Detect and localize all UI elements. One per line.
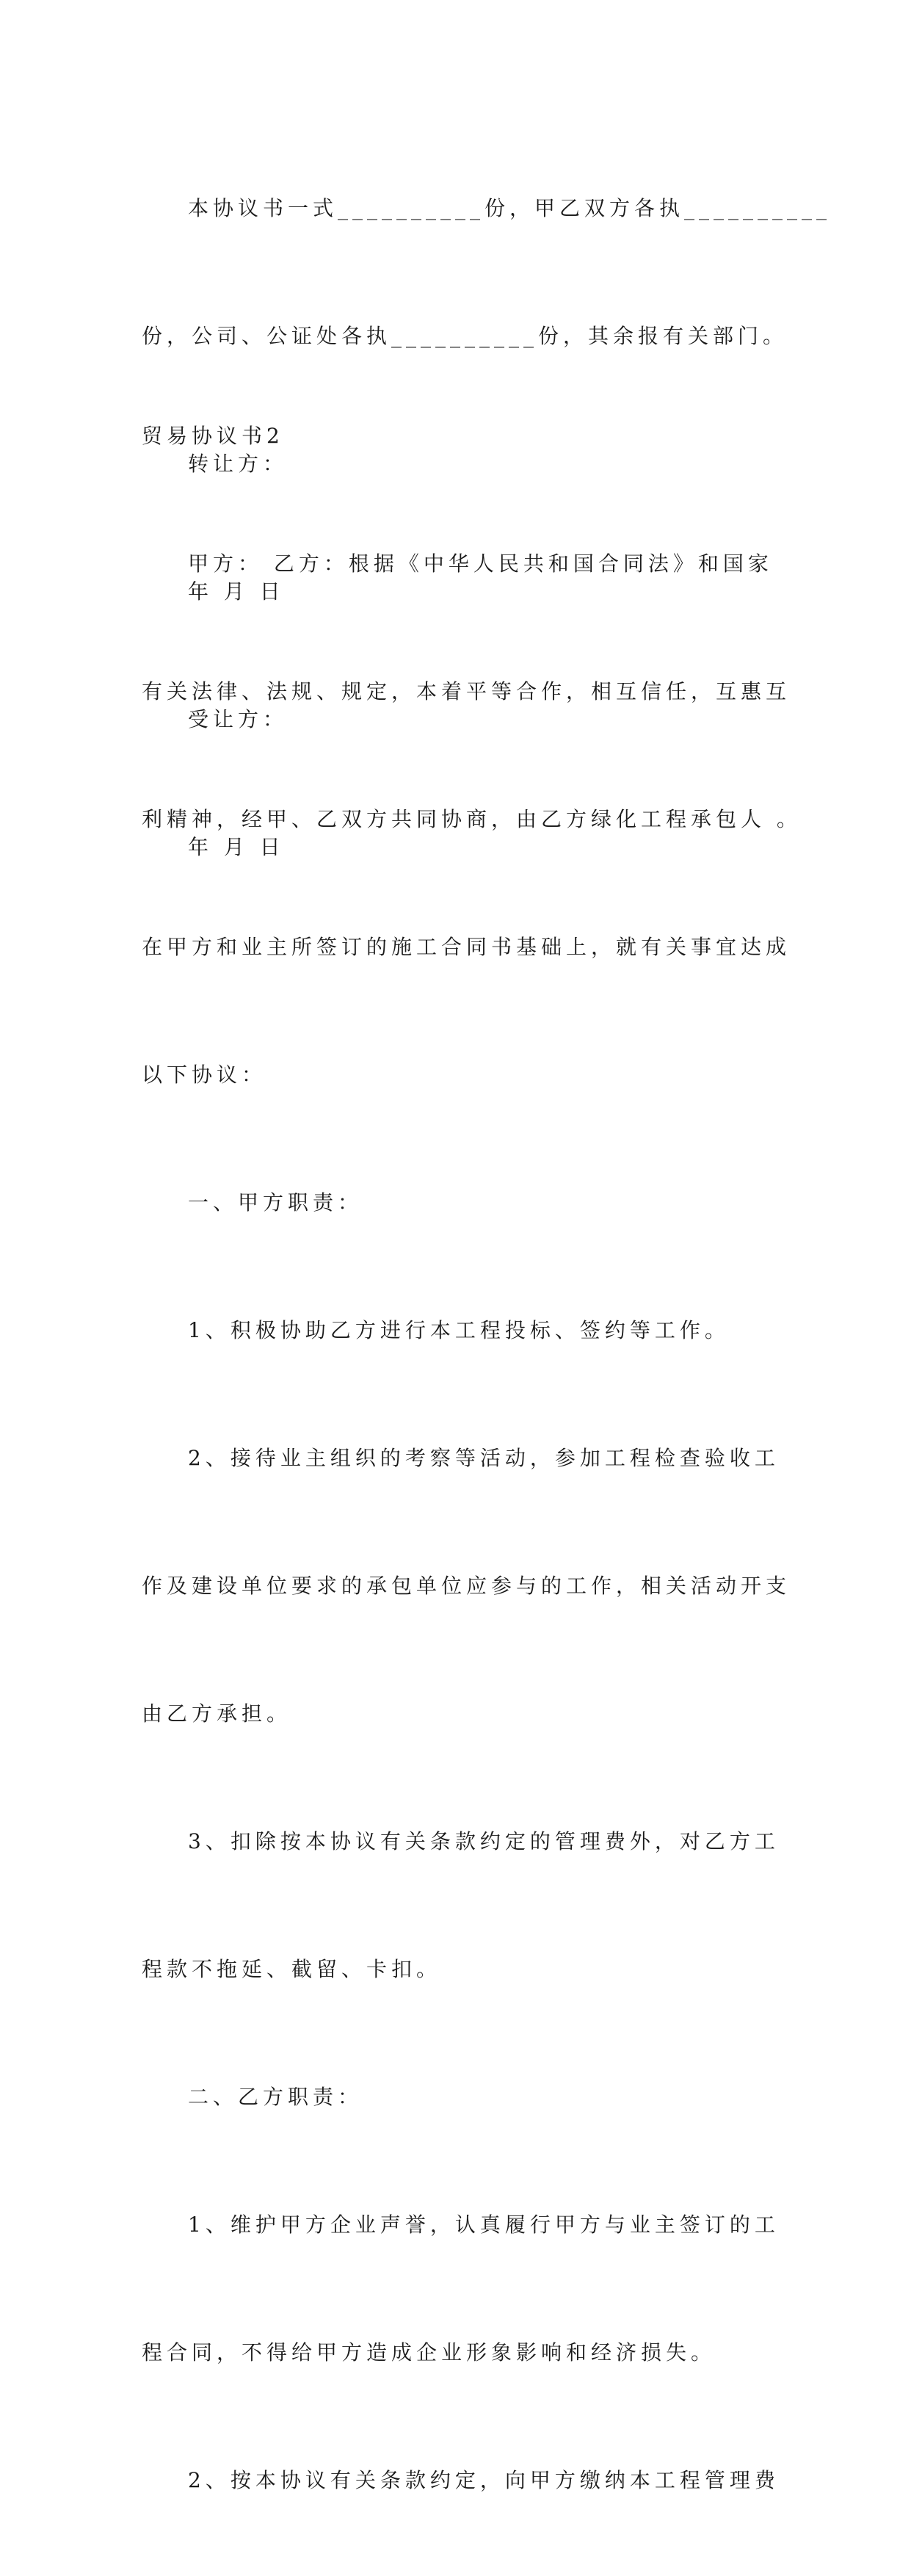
clause-a3-line-1: 3、扣除按本协议有关条款约定的管理费外，对乙方工 xyxy=(188,1829,780,1853)
section-agreement-body xyxy=(142,457,802,2576)
transferor-label: 转让方： xyxy=(188,452,288,476)
clause-a1: 1、积极协助乙方进行本工程投标、签约等工作。 xyxy=(188,1318,730,1342)
heading-party-a-duties: 一、甲方职责： xyxy=(188,1190,363,1215)
clause-a3-line-2: 程款不拖延、截留、卡扣。 xyxy=(142,1957,442,1981)
paragraph-line: 以下协议： xyxy=(142,1063,267,1087)
transferor-date: 年 月 日 xyxy=(188,579,285,604)
clause-b2-line-1: 2、按本协议有关条款约定，向甲方缴纳本工程管理费 xyxy=(188,2468,780,2492)
paragraph-line: 有关法律、法规、规定，本着平等合作，相互信任，互惠互 xyxy=(142,679,791,703)
paragraph-line: 在甲方和业主所签订的施工合同书基础上，就有关事宜达成 xyxy=(142,935,791,959)
paragraph-line: 利精神，经甲、乙双方共同协商，由乙方绿化工程承包人 。 xyxy=(142,807,802,831)
clause-a2-line-3: 由乙方承担。 xyxy=(142,1701,292,1726)
document-title: 贸易协议书2 xyxy=(142,424,284,448)
copies-clause-line-2: 份，公司、公证处各执__________份，其余报有关部门。 xyxy=(142,324,788,348)
copies-clause-line-1: 本协议书一式__________份，甲乙双方各执__________ xyxy=(188,196,832,220)
heading-party-b-duties: 二、乙方职责： xyxy=(188,2085,363,2109)
clause-a2-line-2: 作及建设单位要求的承包单位应参与的工作，相关活动开支 xyxy=(142,1574,791,1598)
transferee-label: 受让方： xyxy=(188,707,288,731)
clause-a2-line-1: 2、接待业主组织的考察等活动，参加工程检查验收工 xyxy=(188,1446,780,1470)
paragraph-line: 甲方： 乙方：根据《中华人民共和国合同法》和国家 xyxy=(188,551,773,576)
transferee-date: 年 月 日 xyxy=(188,835,285,859)
clause-b1-line-1: 1、维护甲方企业声誉，认真履行甲方与业主签订的工 xyxy=(188,2213,780,2237)
clause-b1-line-2: 程合同，不得给甲方造成企业形象影响和经济损失。 xyxy=(142,2340,716,2365)
